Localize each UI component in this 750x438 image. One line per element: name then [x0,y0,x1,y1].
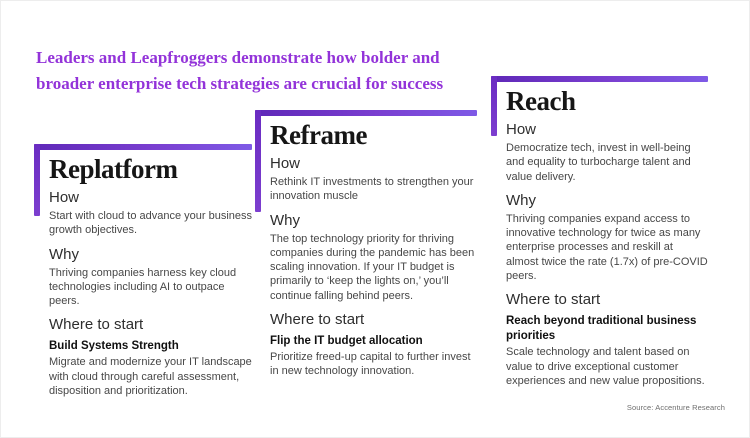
where-to-start-label: Where to start [270,311,365,329]
why-label: Why [506,191,536,209]
pillar-content [491,76,708,388]
pillar-heading: Replatform [49,154,178,184]
why-text: The top technology priority for thriving companies during the pandemic has been scaling innovation. If your IT budget is primarily to ‘keep the lights on,’ you’ll continue falling behind peers. [270,232,475,302]
start-bold-text: Build Systems Strength [49,340,179,353]
how-label: How [49,189,80,206]
accent-bracket-top [491,76,708,82]
how-label: How [506,121,537,138]
start-text: Scale technology and talent based on value to drive exceptional customer experiences and new value propositions. [506,346,705,387]
pillar-heading: Reframe [270,120,367,150]
start-bold-text: Flip the IT budget allocation [270,335,423,348]
why-label: Why [49,245,79,263]
accent-bracket-left [34,144,40,216]
pillar-heading: Reach [506,86,576,116]
pillar-reach [491,76,708,388]
why-label: Why [270,211,300,229]
why-text: Thriving companies expand access to innovative technology for twice as many enterprise processes and reskill at almost twice the rate (1.7x) of pre-COVID peers. [506,212,708,283]
start-text: Prioritize freed-up capital to further invest in new technology innovation. [270,351,471,378]
pillar-reframe [255,110,477,379]
where-to-start-label: Where to start [506,291,601,309]
pillar-replatform [34,144,252,398]
pillar-content [34,144,252,398]
how-text: Democratize tech, invest in well-being and equality to turbocharge talent and value delivery. [506,142,691,183]
accent-bracket-top [255,110,477,116]
start-text: Migrate and modernize your IT landscape with cloud through careful assessment, disposition and prioritization. [49,356,252,398]
accent-bracket-left [491,76,497,136]
how-label: How [270,155,301,172]
source-note: Source: Accenture Research [626,403,725,412]
how-text: Rethink IT investments to strengthen your innovation muscle [270,176,474,203]
pillar-content [255,110,477,379]
where-to-start-label: Where to start [49,316,144,334]
start-bold-text: Reach beyond traditional business priorities [506,315,697,343]
how-text: Start with cloud to advance your business growth objectives. [49,210,253,237]
page-title: Leaders and Leapfroggers demonstrate how bolder and broader enterprise tech strategies are crucial for success [36,48,444,94]
why-text: Thriving companies harness key cloud technologies including AI to outpace peers. [49,266,237,308]
accent-bracket-top [34,144,252,150]
accent-bracket-left [255,110,261,212]
